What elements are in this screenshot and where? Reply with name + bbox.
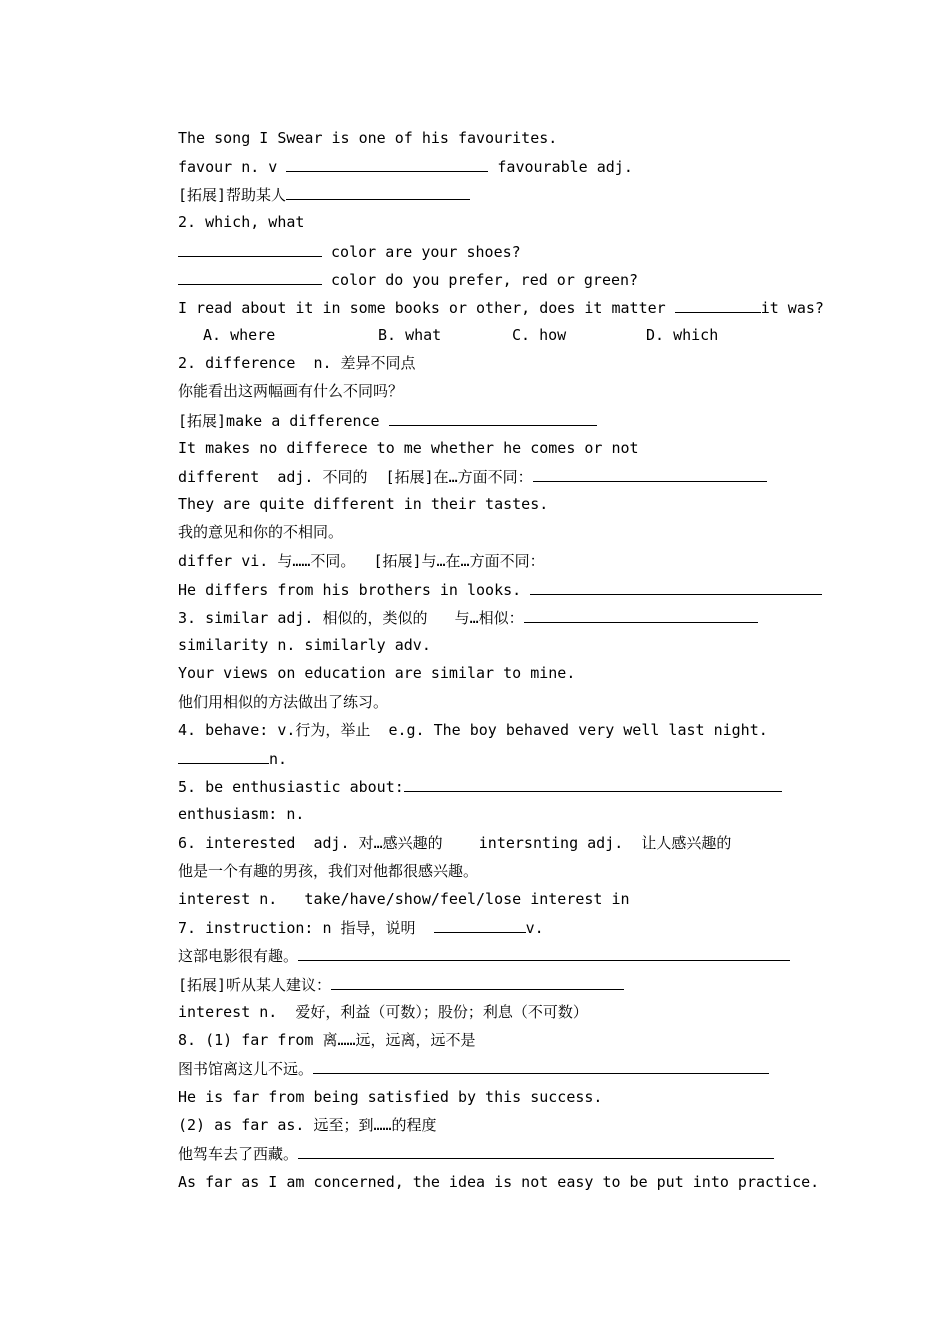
text-line bbox=[178, 1087, 602, 1107]
text-line bbox=[178, 551, 545, 571]
blank-field[interactable] bbox=[530, 579, 822, 595]
blank-field[interactable] bbox=[286, 184, 470, 200]
text: interest n. take/have/show/feel/lose interest in bbox=[178, 890, 630, 908]
blank-field[interactable] bbox=[313, 1058, 769, 1074]
text-line bbox=[178, 579, 822, 599]
text: favour n. v bbox=[178, 158, 287, 176]
text-line bbox=[178, 776, 782, 796]
text-line bbox=[178, 663, 575, 683]
text: 5. be enthusiastic about: bbox=[178, 778, 404, 796]
text: color do you prefer, red or green? bbox=[322, 271, 639, 289]
blank-field[interactable] bbox=[298, 945, 790, 961]
text: similarity n. similarly adv. bbox=[178, 636, 431, 654]
text: it was? bbox=[760, 299, 824, 317]
text-line bbox=[178, 410, 597, 430]
text: 他驾车去了西藏。 bbox=[178, 1145, 299, 1163]
text: [拓展]帮助某人 bbox=[178, 186, 287, 204]
text-line bbox=[178, 889, 630, 909]
text-line bbox=[178, 522, 343, 542]
text-line bbox=[178, 945, 790, 965]
text-line bbox=[178, 1030, 476, 1050]
text-line bbox=[178, 269, 638, 289]
blank-field[interactable] bbox=[434, 917, 526, 933]
text: 8. (1) far from 离……远，远离，远不是 bbox=[178, 1031, 476, 1049]
text: 2. difference n. 差异不同点 bbox=[178, 354, 416, 372]
text-line bbox=[178, 156, 633, 176]
option-d: D. which bbox=[646, 326, 719, 344]
text: The song I Swear is one of his favourites. bbox=[178, 129, 558, 147]
text: differ vi. 与……不同。 [拓展]与…在…方面不同： bbox=[178, 552, 545, 570]
text-line bbox=[178, 1172, 819, 1192]
blank-field[interactable] bbox=[331, 974, 624, 990]
text-line bbox=[178, 1143, 774, 1163]
text: favourable adj. bbox=[488, 158, 633, 176]
option-b: B. what bbox=[378, 326, 442, 344]
text-line bbox=[178, 833, 731, 853]
text: enthusiasm: n. bbox=[178, 805, 305, 823]
text: 图书馆离这儿不远。 bbox=[178, 1060, 314, 1078]
text-line bbox=[178, 212, 304, 232]
blank-field[interactable] bbox=[178, 269, 322, 285]
text-line bbox=[178, 748, 287, 768]
blank-field[interactable] bbox=[524, 607, 758, 623]
text-line bbox=[178, 241, 521, 261]
text-line bbox=[178, 353, 416, 373]
text: color are your shoes? bbox=[322, 243, 521, 261]
text: 3. similar adj. 相似的，类似的 与…相似： bbox=[178, 609, 524, 627]
text: They are quite different in their tastes. bbox=[178, 495, 549, 513]
option-c: C. how bbox=[512, 326, 567, 344]
text-line bbox=[178, 466, 767, 486]
text: 他是一个有趣的男孩，我们对他都很感兴趣。 bbox=[178, 862, 479, 880]
text-line bbox=[178, 128, 557, 148]
text-line bbox=[178, 494, 548, 514]
text: interest n. 爱好，利益（可数）；股份；利息（不可数） bbox=[178, 1003, 588, 1021]
text-line bbox=[178, 974, 624, 994]
blank-field[interactable] bbox=[286, 156, 488, 172]
text: 他们用相似的方法做出了练习。 bbox=[178, 693, 389, 711]
blank-field[interactable] bbox=[533, 466, 767, 482]
option-a: A. where bbox=[203, 326, 276, 344]
text-line bbox=[178, 1058, 769, 1078]
text-line bbox=[178, 381, 403, 401]
blank-field[interactable] bbox=[298, 1143, 774, 1159]
text-line bbox=[178, 607, 758, 627]
text: As far as I am concerned, the idea is not easy to be put into practice. bbox=[178, 1173, 820, 1191]
text-line bbox=[178, 861, 478, 881]
text: He is far from being satisfied by this success. bbox=[178, 1088, 603, 1106]
blank-field[interactable] bbox=[389, 410, 597, 426]
text-line bbox=[178, 720, 768, 740]
text: 这部电影很有趣。 bbox=[178, 947, 299, 965]
text: I read about it in some books or other, does it matter bbox=[178, 299, 675, 317]
text: Your views on education are similar to mine. bbox=[178, 664, 576, 682]
text: 我的意见和你的不相同。 bbox=[178, 523, 344, 541]
text-line bbox=[178, 1115, 437, 1135]
text: v. bbox=[525, 919, 544, 937]
text: It makes no differece to me whether he comes or not bbox=[178, 439, 639, 457]
blank-field[interactable] bbox=[178, 241, 322, 257]
text: n. bbox=[269, 750, 288, 768]
text-line bbox=[178, 1002, 588, 1022]
blank-field[interactable] bbox=[404, 776, 782, 792]
text-line bbox=[178, 917, 544, 937]
text-line bbox=[178, 692, 388, 712]
text-line bbox=[178, 297, 824, 317]
text: [拓展]make a difference bbox=[178, 412, 389, 430]
blank-field[interactable] bbox=[675, 297, 761, 313]
blank-field[interactable] bbox=[178, 748, 269, 764]
text: 2. which, what bbox=[178, 213, 305, 231]
text: (2) as far as. 远至；到……的程度 bbox=[178, 1116, 437, 1134]
text-line bbox=[178, 804, 304, 824]
text: 6. interested adj. 对…感兴趣的 intersnting adj. 让人感兴趣的 bbox=[178, 834, 732, 852]
text: 7. instruction: n 指导，说明 bbox=[178, 919, 434, 937]
text-line bbox=[178, 635, 431, 655]
text: different adj. 不同的 [拓展]在…方面不同： bbox=[178, 468, 533, 486]
text: 你能看出这两幅画有什么不同吗？ bbox=[178, 382, 404, 400]
text: 4. behave: v.行为，举止 e.g. The boy behaved very well last night. bbox=[178, 721, 768, 739]
text-line bbox=[178, 438, 639, 458]
text: He differs from his brothers in looks. bbox=[178, 581, 531, 599]
text-line bbox=[178, 184, 470, 204]
text: [拓展]听从某人建议： bbox=[178, 976, 332, 994]
